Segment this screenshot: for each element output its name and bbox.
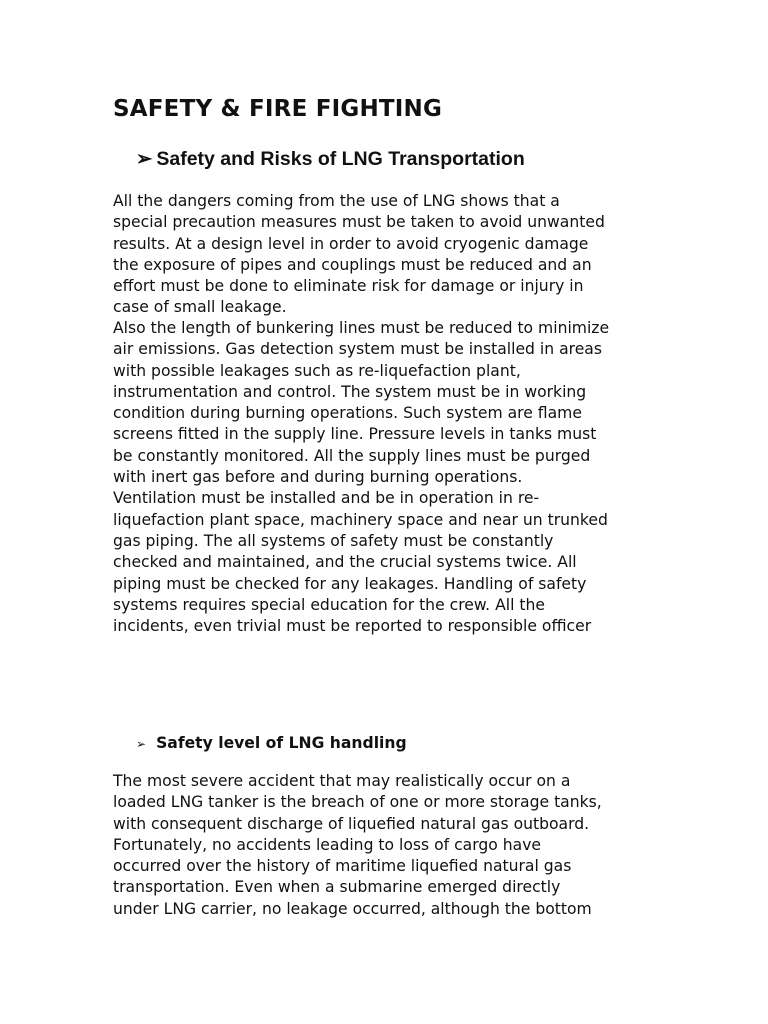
paragraph-line: Ventilation must be installed and be in operation in re-	[113, 489, 540, 508]
paragraph-line: with consequent discharge of liquefied natural gas outboard.	[113, 814, 590, 833]
section-heading-safety-level	[136, 731, 407, 756]
paragraph-line: case of small leakage.	[113, 298, 287, 317]
paragraph-line: liquefaction plant space, machinery space and near un trunked	[113, 510, 608, 529]
paragraph-bunkering	[113, 318, 673, 637]
paragraph-line: All the dangers coming from the use of LNG shows that a	[113, 192, 560, 210]
section-heading-text: Safety level of LNG handling	[156, 734, 407, 752]
paragraph-line: effort must be done to eliminate risk for damage or injury in	[113, 277, 584, 296]
paragraph-line: special precaution measures must be taken to avoid unwanted	[113, 213, 605, 232]
paragraph-line: with inert gas before and during burning operations.	[113, 468, 523, 487]
paragraph-line: piping must be checked for any leakages. Handling of safety	[113, 574, 587, 593]
paragraph-line: the exposure of pipes and couplings must be reduced and an	[113, 255, 592, 274]
paragraph-line: loaded LNG tanker is the breach of one or more storage tanks,	[113, 793, 602, 812]
paragraph-line: under LNG carrier, no leakage occurred, although the bottom	[113, 899, 592, 918]
paragraph-line: Fortunately, no accidents leading to loss of cargo have	[113, 835, 542, 854]
paragraph-line: Also the length of bunkering lines must be reduced to minimize	[113, 319, 610, 337]
paragraph-line: instrumentation and control. The system must be in working	[113, 382, 587, 401]
paragraph-dangers	[113, 191, 673, 319]
paragraph-line: condition during burning operations. Such system are flame	[113, 404, 582, 423]
section-heading-text: Safety and Risks of LNG Transportation	[156, 148, 525, 170]
paragraph-line: be constantly monitored. All the supply lines must be purged	[113, 446, 591, 465]
paragraph-line: with possible leakages such as re-liquefaction plant,	[113, 361, 521, 380]
paragraph-line: The most severe accident that may realistically occur on a	[113, 772, 571, 790]
paragraph-line: transportation. Even when a submarine emerged directly	[113, 878, 561, 897]
document-title: SAFETY & FIRE FIGHTING	[113, 96, 443, 122]
section-heading-safety-risks	[136, 145, 525, 173]
paragraph-line: occurred over the history of maritime liquefied natural gas	[113, 857, 572, 876]
paragraph-line: air emissions. Gas detection system must be installed in areas	[113, 340, 602, 359]
paragraph-line: systems requires special education for the crew. All the	[113, 595, 545, 614]
paragraph-line: gas piping. The all systems of safety must be constantly	[113, 531, 554, 550]
paragraph-severe-accident	[113, 771, 673, 920]
paragraph-line: checked and maintained, and the crucial systems twice. All	[113, 553, 577, 572]
arrow-bullet-icon: ➢	[136, 148, 153, 170]
arrow-bullet-icon: ➢	[136, 737, 147, 751]
paragraph-line: results. At a design level in order to avoid cryogenic damage	[113, 234, 589, 253]
paragraph-line: incidents, even trivial must be reported to responsible officer	[113, 617, 592, 636]
paragraph-line: screens fitted in the supply line. Pressure levels in tanks must	[113, 425, 597, 444]
